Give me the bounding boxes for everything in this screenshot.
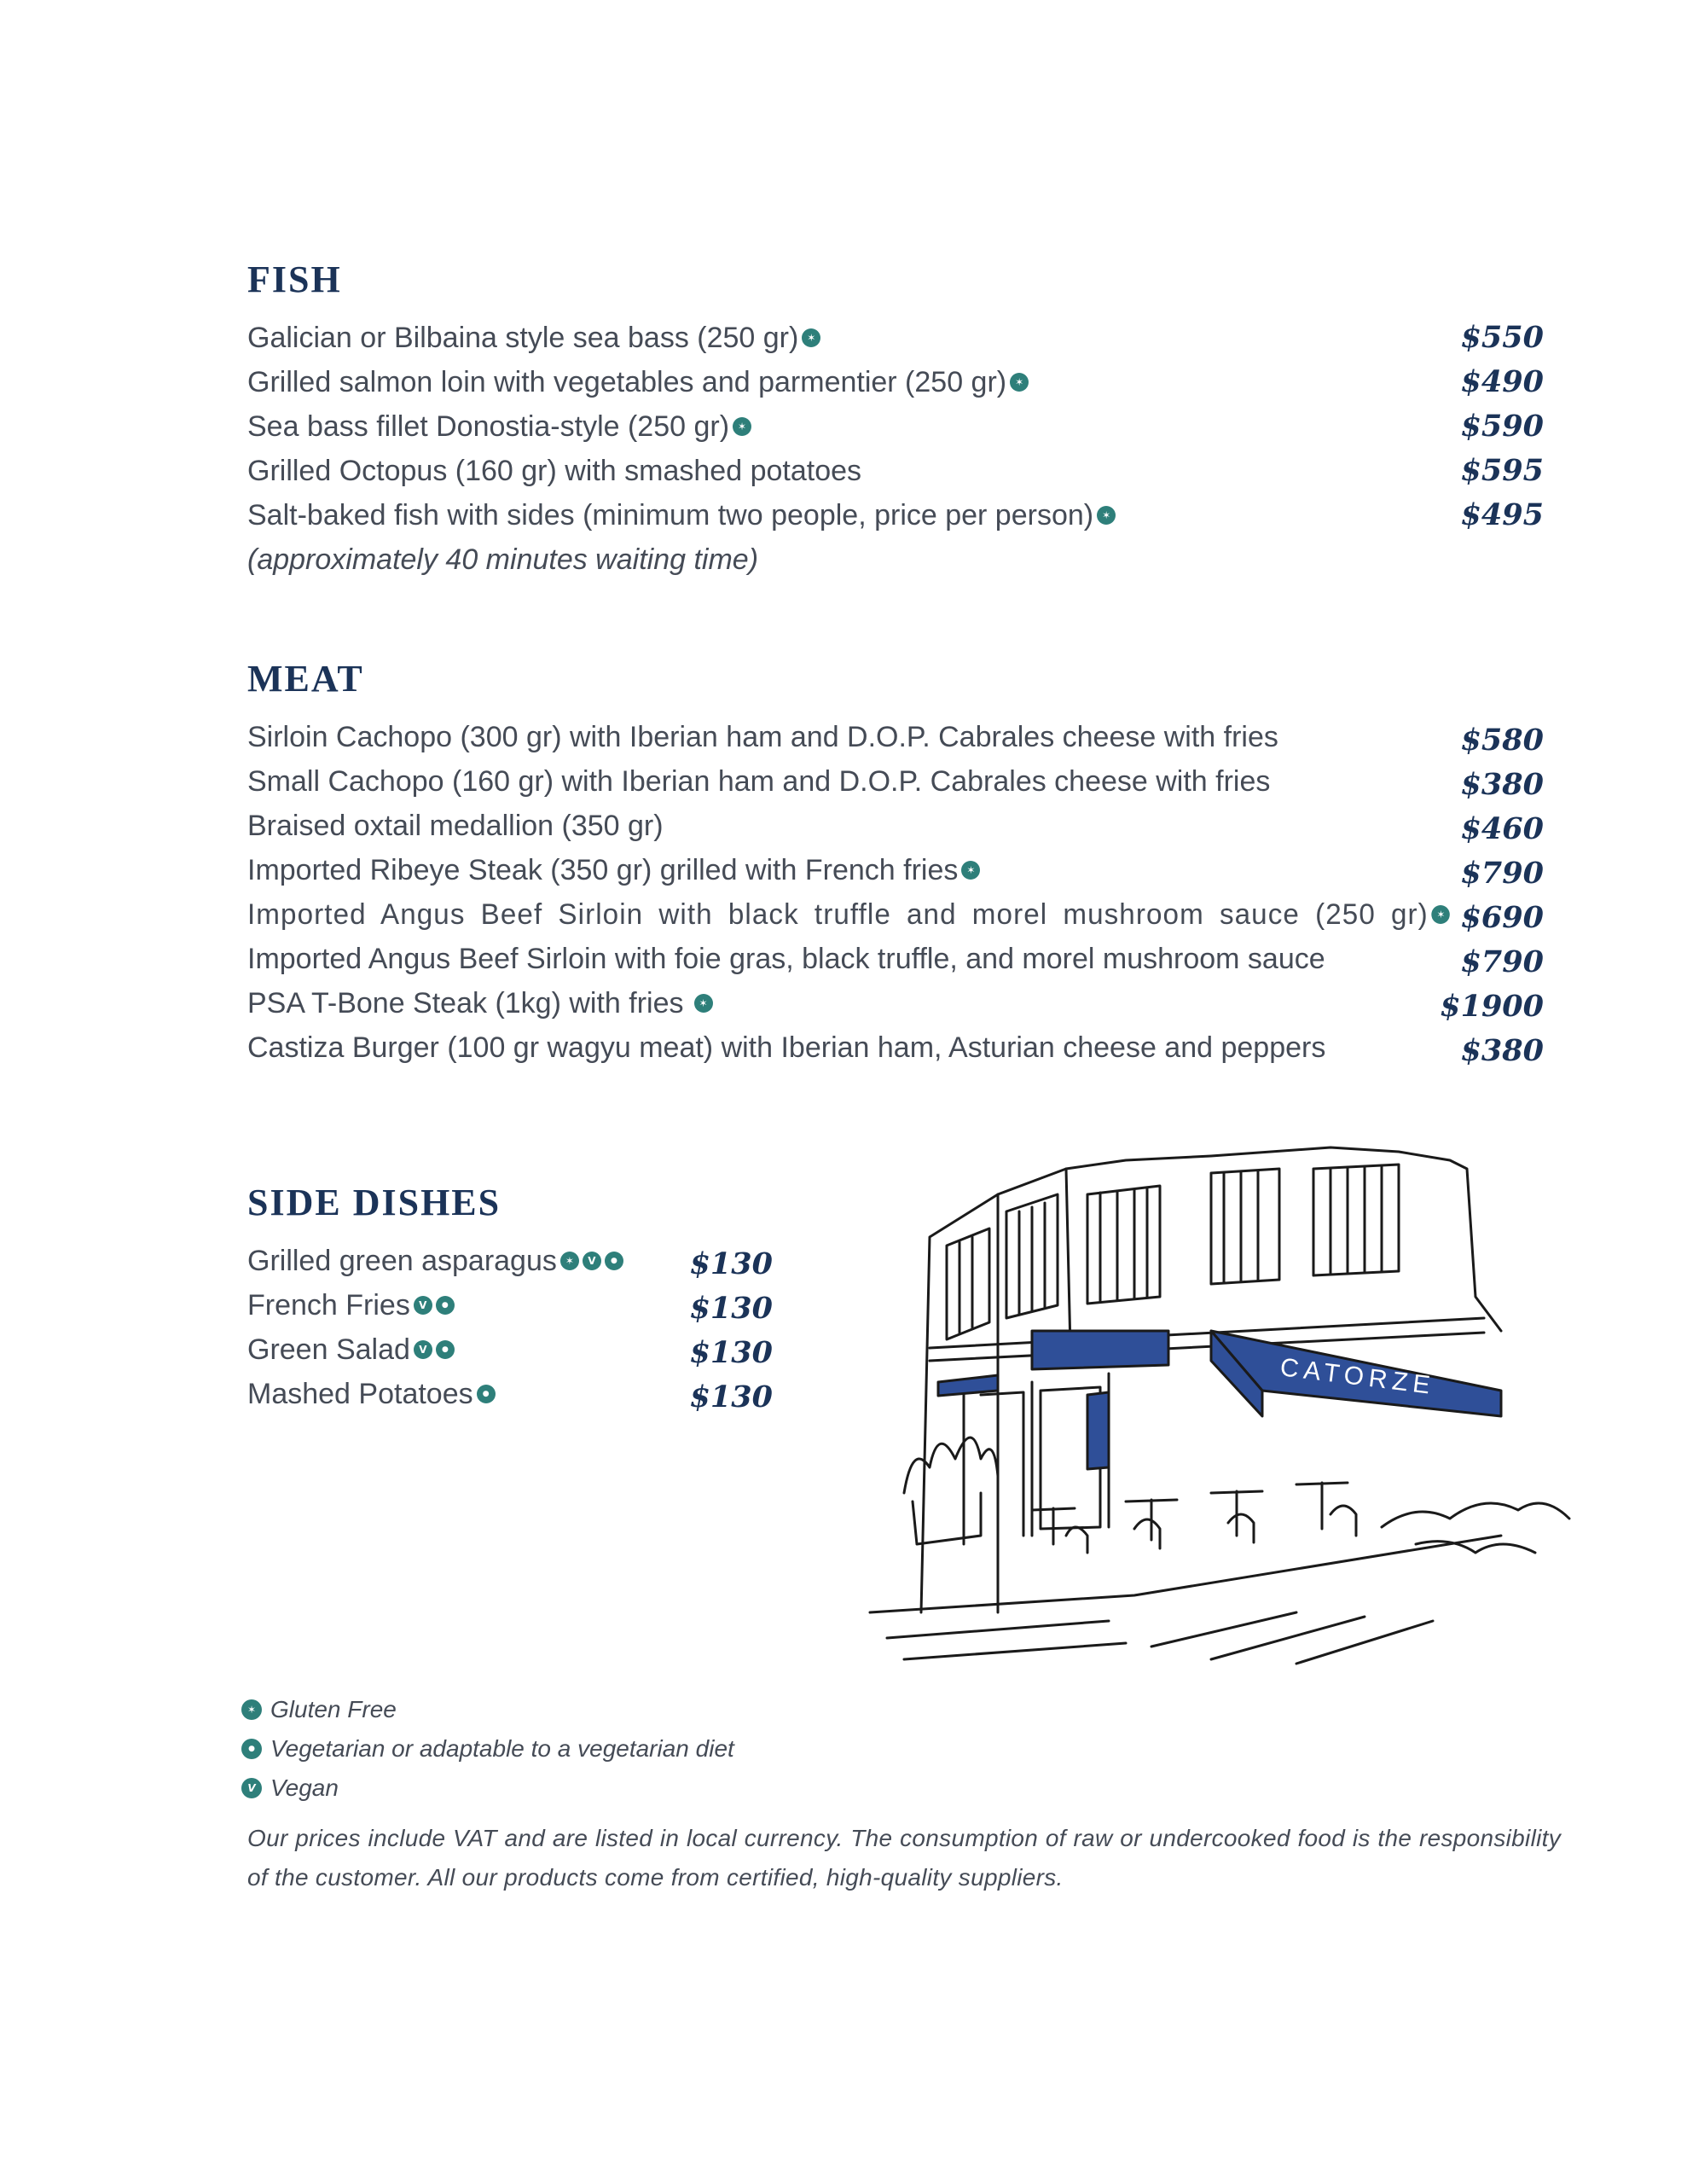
meat-item-price: $380 xyxy=(1460,1033,1544,1068)
meat-item xyxy=(247,715,1278,759)
vegan-icon xyxy=(414,1296,432,1315)
fish-item xyxy=(247,493,1116,537)
fish-item-price: $590 xyxy=(1460,409,1544,444)
meat-section-title: MEAT xyxy=(247,658,364,700)
meat-item-price: $790 xyxy=(1460,856,1544,891)
meat-item-name: Imported Ribeye Steak (350 gr) grilled with French fries xyxy=(247,854,959,886)
side-item-name: Green Salad xyxy=(247,1333,410,1366)
side-item-name: French Fries xyxy=(247,1289,410,1321)
meat-item xyxy=(247,804,664,848)
meat-item-name: Sirloin Cachopo (300 gr) with Iberian ham and D.O.P. Cabrales cheese with fries xyxy=(247,721,1278,753)
vegan-icon xyxy=(241,1778,262,1798)
meat-item-name: Castiza Burger (100 gr wagyu meat) with Iberian ham, Asturian cheese and peppers xyxy=(247,1031,1326,1064)
gluten-free-icon xyxy=(1097,506,1116,525)
meat-item-name: Imported Angus Beef Sirloin with black truffle and morel mushroom sauce (250 gr) xyxy=(247,898,1429,931)
side-item-price: $130 xyxy=(689,1291,773,1326)
side-item xyxy=(247,1372,496,1416)
meat-item xyxy=(247,892,1450,937)
fish-waiting-note: (approximately 40 minutes waiting time) xyxy=(247,543,759,576)
legend-gluten-free xyxy=(241,1691,397,1728)
fish-item-name: Sea bass fillet Donostia-style (250 gr) xyxy=(247,410,730,443)
meat-item-price: $690 xyxy=(1460,900,1544,935)
meat-item xyxy=(247,1025,1325,1070)
side-item-name: Grilled green asparagus xyxy=(247,1245,557,1277)
vegan-icon xyxy=(583,1252,601,1270)
gluten-free-icon xyxy=(802,328,820,347)
legend-label: Vegan xyxy=(270,1774,339,1801)
gluten-free-icon xyxy=(560,1252,579,1270)
fish-item-name: Salt-baked fish with sides (minimum two people, price per person) xyxy=(247,499,1094,531)
fish-item-name: Grilled Octopus (160 gr) with smashed potatoes xyxy=(247,455,862,487)
meat-item-name: PSA T-Bone Steak (1kg) with fries xyxy=(247,987,684,1019)
meat-item xyxy=(247,759,1270,804)
legend-label: Gluten Free xyxy=(270,1696,397,1722)
vegetarian-icon xyxy=(436,1296,455,1315)
gluten-free-icon xyxy=(1010,373,1029,392)
gluten-free-icon xyxy=(733,417,751,436)
fish-item xyxy=(247,404,751,449)
gluten-free-icon xyxy=(961,861,980,880)
gluten-free-icon xyxy=(694,994,713,1013)
fish-item xyxy=(247,360,1029,404)
fish-item xyxy=(247,316,820,360)
fish-section-title: FISH xyxy=(247,258,342,300)
side-item-price: $130 xyxy=(689,1246,773,1281)
side-item-name: Mashed Potatoes xyxy=(247,1378,473,1410)
meat-item-price: $580 xyxy=(1460,723,1544,758)
restaurant-facade-illustration xyxy=(853,1135,1586,1672)
meat-item xyxy=(247,848,980,892)
meat-item-name: Braised oxtail medallion (350 gr) xyxy=(247,810,664,842)
side-item-price: $130 xyxy=(689,1335,773,1370)
vegetarian-icon xyxy=(436,1340,455,1359)
awning-sign-text: CATORZE xyxy=(1278,1353,1437,1401)
meat-item-name: Small Cachopo (160 gr) with Iberian ham and D.O.P. Cabrales cheese with fries xyxy=(247,765,1271,798)
meat-item-price: $460 xyxy=(1460,811,1544,846)
gluten-free-icon xyxy=(1432,905,1450,924)
meat-item xyxy=(247,981,713,1025)
fish-item-price: $595 xyxy=(1460,453,1544,488)
prices-disclaimer: Our prices include VAT and are listed in local currency. The consumption of raw or undercooked food is the responsibility of the customer. All our products come from certified, high-quality suppliers. xyxy=(247,1825,1561,1891)
side-item-price: $130 xyxy=(689,1380,773,1414)
fish-item-name: Grilled salmon loin with vegetables and parmentier (250 gr) xyxy=(247,366,1007,398)
legend-vegetarian xyxy=(241,1730,734,1768)
vegan-icon xyxy=(414,1340,432,1359)
fish-item-price: $490 xyxy=(1460,364,1544,399)
meat-item-price: $380 xyxy=(1460,767,1544,802)
legend-label: Vegetarian or adaptable to a vegetarian diet xyxy=(270,1735,734,1762)
vegetarian-icon xyxy=(605,1252,623,1270)
gluten-free-icon xyxy=(241,1699,262,1720)
meat-item xyxy=(247,937,1325,981)
vegetarian-icon xyxy=(477,1385,496,1403)
sides-section-title: SIDE DISHES xyxy=(247,1182,501,1223)
meat-item-name: Imported Angus Beef Sirloin with foie gras, black truffle, and morel mushroom sauce xyxy=(247,943,1325,975)
side-item xyxy=(247,1239,623,1283)
meat-item-price: $1900 xyxy=(1440,989,1544,1024)
vegetarian-icon xyxy=(241,1739,262,1759)
fish-item-name: Galician or Bilbaina style sea bass (250 gr) xyxy=(247,322,799,354)
legend-vegan xyxy=(241,1769,339,1807)
fish-item xyxy=(247,449,861,493)
meat-item-price: $790 xyxy=(1460,944,1544,979)
side-item xyxy=(247,1283,455,1327)
fish-item-price: $495 xyxy=(1460,497,1544,532)
side-item xyxy=(247,1327,455,1372)
fish-item-price: $550 xyxy=(1460,320,1544,355)
